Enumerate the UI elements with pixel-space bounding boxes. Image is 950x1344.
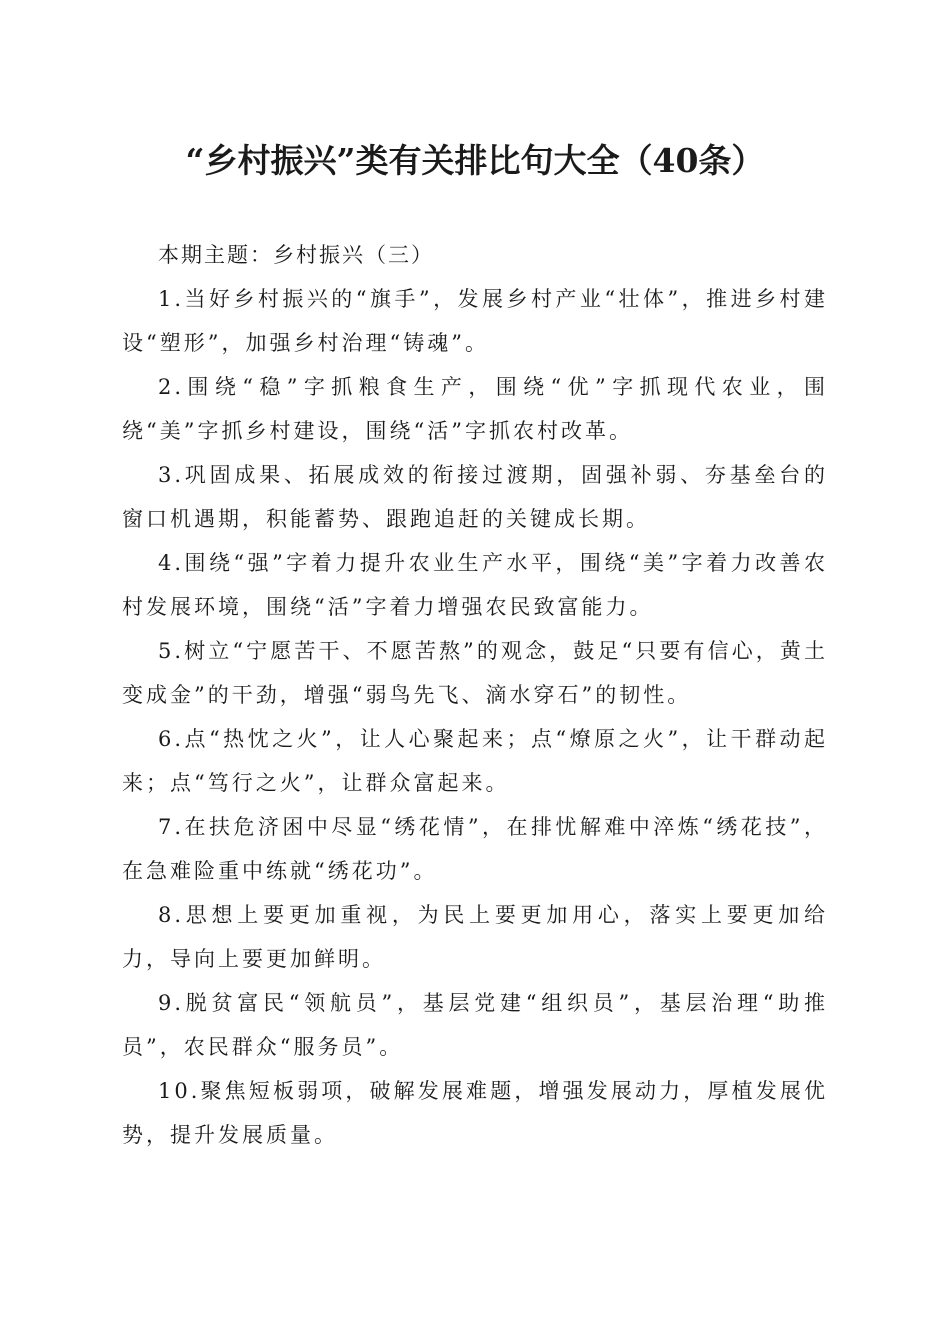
sentence-item-4: 4.围绕“强”字着力提升农业生产水平，围绕“美”字着力改善农村发展环境，围绕“活”字着力增强农民致富能力。 bbox=[122, 551, 828, 619]
sentence-item-9: 9.脱贫富民“领航员”，基层党建“组织员”，基层治理“助推员”，农民群众“服务员”。 bbox=[122, 991, 828, 1059]
issue-theme: 本期主题：乡村振兴（三） bbox=[158, 243, 434, 267]
sentence-item-6: 6.点“热忱之火”，让人心聚起来；点“燎原之火”，让干群动起来；点“笃行之火”，让群众富起来。 bbox=[122, 727, 828, 795]
sentence-item-2: 2.围绕“稳”字抓粮食生产，围绕“优”字抓现代农业，围绕“美”字抓乡村建设，围绕“活”字抓农村改革。 bbox=[122, 375, 828, 443]
sentence-item-3: 3.巩固成果、拓展成效的衔接过渡期，固强补弱、夯基垒台的窗口机遇期，积能蓄势、跟跑追赶的关键成长期。 bbox=[122, 463, 828, 531]
sentence-item-10: 10.聚焦短板弱项，破解发展难题，增强发展动力，厚植发展优势，提升发展质量。 bbox=[122, 1079, 828, 1147]
sentence-item-1: 1.当好乡村振兴的“旗手”，发展乡村产业“壮体”，推进乡村建设“塑形”，加强乡村治理“铸魂”。 bbox=[122, 287, 828, 355]
sentence-item-8: 8.思想上要更加重视，为民上要更加用心，落实上要更加给力，导向上要更加鲜明。 bbox=[122, 903, 828, 971]
document-title: “乡村振兴”类有关排比句大全（40条） bbox=[185, 141, 765, 180]
sentence-item-7: 7.在扶危济困中尽显“绣花情”，在排忧解难中淬炼“绣花技”，在急难险重中练就“绣花功”。 bbox=[122, 815, 828, 883]
sentence-item-5: 5.树立“宁愿苦干、不愿苦熬”的观念，鼓足“只要有信心，黄土变成金”的干劲，增强“弱鸟先飞、滴水穿石”的韧性。 bbox=[122, 639, 828, 707]
